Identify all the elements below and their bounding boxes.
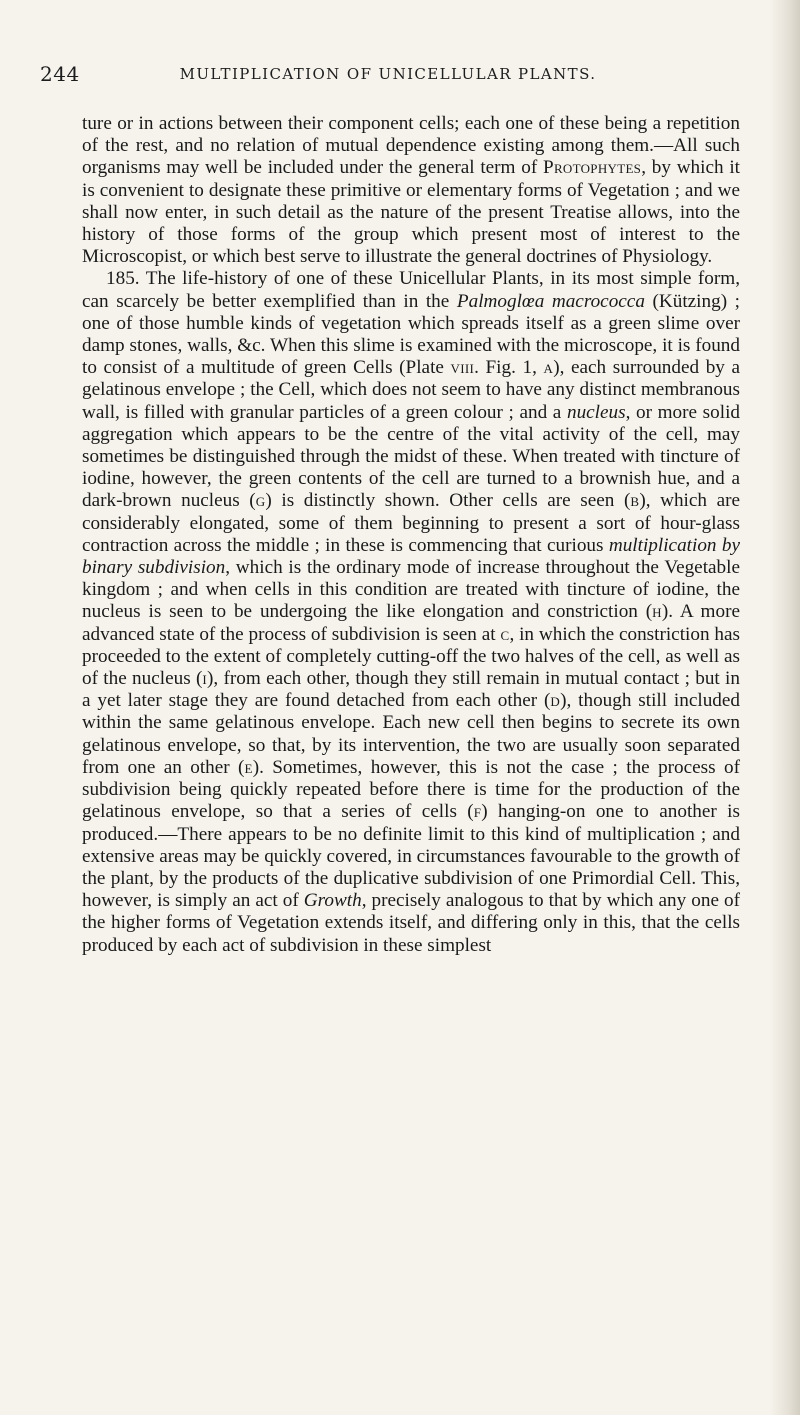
text-run: ), which are considerably elongated, some of them beginning to present a sort of hour-glass contraction across the middle ; in these is commencing that curious [82,490,740,556]
text-run: ), from each other, though they still remain in mutual contact ; but in a yet later stage they are found detached from each other ( [82,668,740,712]
text-run: (Kützing) ; one of those humble kinds of vegetation which spreads itself as a green slime over damp stones, walls, &c. When this slime is examined with the microscope, it is found to consist of a multitude of green Cells (Plate [82,290,740,379]
text-run: ). A more advanced state of the process of subdivision is seen at [82,601,740,645]
text-run: 185. The life-history of one of these Unicellular Plants, in its most simple form, can scarcely be better exemplified than in the [82,268,740,312]
small-caps-text: i [202,668,208,690]
running-head: MULTIPLICATION OF UNICELLULAR PLANTS. [179,65,597,83]
small-caps-text: c [500,623,510,645]
text-run: , in which the constriction has proceeded to the extent of completely cutting-off the two halves of the cell, as well as of the nucleus ( [82,623,740,690]
small-caps-text: viii [450,357,475,379]
text-run: , precisely analogous to that by which any one of the higher forms of Vegetation extends itself, and differing only in this, that the cells produced by each act of subdivision in these simplest [82,890,740,956]
text-run: ) is distinctly shown. Other cells are seen ( [265,490,631,512]
italic-text: Growth [303,890,362,912]
text-run: ), each surrounded by a gelatinous envelope ; the Cell, which does not seem to have any distinct membranous wall, is filled with granular particles of a green colour ; and a [82,357,741,423]
page-edge-shadow [770,0,800,1415]
text-run: , or more solid aggregation which appears to be the centre of the vital activity of the cell, may sometimes be distinguished through the midst of these. When treated with tincture of iodine, however, the green contents of the cell are turned to a brownish hue, and a dark-brown nucleus ( [82,401,740,512]
body-text [82,113,740,957]
paragraph-continuation [82,113,740,268]
small-caps-text: Protophytes [542,157,642,179]
text-run: , by which it is convenient to designate these primitive or elementary forms of Vegetation ; and we shall now enter, in such detail as the nature of the present Treatise allows, into the history of those forms of the group which present most of interest to the Microscopist, or which best serve to illustrate the general doctrines of Physiology. [82,157,740,268]
text-run: ). Sometimes, however, this is not the case ; the process of subdivision being quickly repeated before there is time for the production of the gelatinous envelope, so that a series of cells ( [82,756,740,823]
small-caps-text: h [652,601,662,623]
small-caps-text: a [543,357,554,379]
text-run: . Fig. 1, [474,357,544,379]
italic-text: nucleus [566,401,626,423]
small-caps-text: d [550,690,561,712]
small-caps-text: g [255,490,266,512]
page-number: 244 [40,62,80,86]
text-run: , which is the ordinary mode of increase throughout the Vegetable kingdom ; and when cells in this condition are treated with tincture of iodine, the nucleus is seen to be undergoing the like elongation and constriction ( [82,557,740,623]
small-caps-text: e [244,756,253,778]
page-header [40,62,780,92]
small-caps-text: b [630,490,640,512]
italic-text: multiplication by binary subdivision [82,534,740,579]
small-caps-text: f [473,801,482,823]
text-run: ture or in actions between their component cells; each one of these being a repetition of the rest, and no relation of mutual dependence existing among them.—All such organisms may well be included under the general term of [82,113,740,179]
italic-text: Palmoglœa macrococca [456,290,645,312]
text-run: ) hanging-on one to another is produced.—There appears to be no definite limit to this kind of multiplication ; and extensive areas may be quickly covered, in circumstances favourable to the growth of the plant, by the products of the duplicative subdivision of one Primordial Cell. This, however, is simply an act of [82,801,740,912]
paragraph-section-185 [82,268,740,956]
text-run: ), though still included within the same gelatinous envelope. Each new cell then begins to secrete its own gelatinous envelope, so that, by its intervention, the two are usually soon separated from one an other ( [82,690,740,778]
